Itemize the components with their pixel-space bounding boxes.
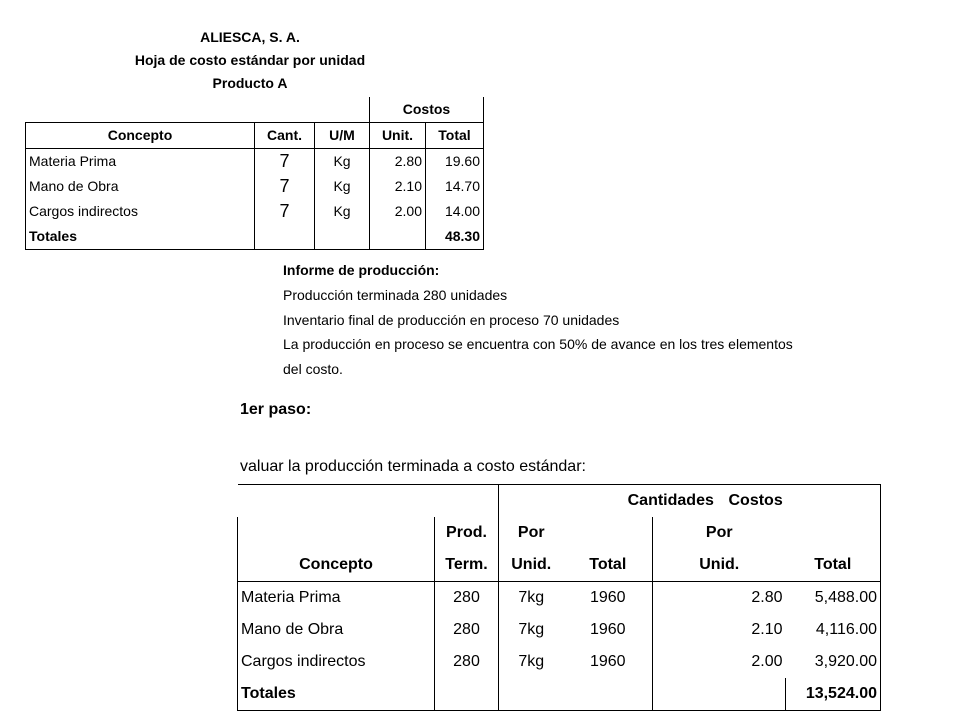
table-row bbox=[26, 149, 484, 175]
col-header-qty-per-line2: Unid. bbox=[499, 549, 564, 582]
totals-value: 13,524.00 bbox=[786, 678, 881, 711]
cell-per-unit: 7kg bbox=[518, 653, 545, 670]
cell-concept: Materia Prima bbox=[238, 582, 435, 615]
totals-row bbox=[238, 678, 881, 711]
totals-value: 48.30 bbox=[426, 224, 484, 250]
cell-prod: 280 bbox=[435, 646, 499, 678]
cell-per-unit: 7kg bbox=[518, 621, 545, 638]
cell-unit: Kg bbox=[315, 174, 370, 199]
cell-unit: Kg bbox=[315, 149, 370, 175]
col-header-prod-line2: Term. bbox=[435, 549, 499, 582]
col-header-concept: Concepto bbox=[26, 123, 255, 149]
cell-unit-cost: 2.00 bbox=[370, 199, 426, 224]
col-header-cost-per-line1: Por bbox=[705, 524, 733, 541]
table-row bbox=[238, 614, 881, 646]
report-title: Informe de producción: bbox=[283, 262, 440, 278]
standard-cost-table bbox=[25, 97, 484, 250]
totals-label: Totales bbox=[238, 678, 435, 711]
cell-prod: 280 bbox=[435, 582, 499, 615]
cell-prod: 280 bbox=[435, 614, 499, 646]
step-description: valuar la producción terminada a costo estándar: bbox=[240, 458, 586, 475]
col-header-cost-total: Total bbox=[786, 549, 881, 582]
costs-group-header: Costos bbox=[786, 485, 881, 518]
report-line: del costo. bbox=[283, 361, 343, 377]
cell-cost-total: 3,920.00 bbox=[786, 646, 881, 678]
company-name: ALIESCA, S. A. bbox=[200, 29, 300, 45]
cell-qty: 7 bbox=[255, 199, 315, 224]
cell-concept: Materia Prima bbox=[26, 149, 255, 175]
table-row bbox=[26, 199, 484, 224]
cell-total: 19.60 bbox=[426, 149, 484, 175]
report-line: La producción en proceso se encuentra con 50% de avance en los tres elementos bbox=[283, 336, 793, 352]
report-line: Inventario final de producción en proceso 70 unidades bbox=[283, 312, 620, 328]
cell-qty: 7 bbox=[255, 149, 315, 175]
col-header-total: Total bbox=[426, 123, 484, 149]
cell-qty: 7 bbox=[255, 174, 315, 199]
quantities-group-header: Cantidades bbox=[499, 485, 786, 518]
col-header-qty: Cant. bbox=[255, 123, 315, 149]
cell-qty-total: 1960 bbox=[564, 646, 653, 678]
costs-group-header: Costos bbox=[370, 97, 484, 123]
cell-qty-total: 1960 bbox=[564, 582, 653, 615]
col-header-qty-total: Total bbox=[564, 549, 653, 582]
col-header-unit-cost: Unit. bbox=[370, 123, 426, 149]
cell-per-unit: 7kg bbox=[518, 589, 545, 606]
cell-cost-unit: 2.00 bbox=[751, 653, 783, 670]
col-header-unit: U/M bbox=[315, 123, 370, 149]
report-line: Producción terminada 280 unidades bbox=[283, 287, 508, 303]
col-header-prod-line1: Prod. bbox=[435, 517, 499, 549]
step-title: 1er paso: bbox=[240, 401, 312, 418]
totals-row bbox=[26, 224, 484, 250]
col-header-cost-per-line2: Unid. bbox=[653, 549, 786, 582]
cell-concept: Cargos indirectos bbox=[26, 199, 255, 224]
cell-cost-unit: 2.10 bbox=[751, 621, 783, 638]
cell-concept: Mano de Obra bbox=[26, 174, 255, 199]
cell-concept: Cargos indirectos bbox=[238, 646, 435, 678]
table-row bbox=[238, 582, 881, 615]
col-header-qty-per-line1: Por bbox=[517, 524, 545, 541]
cell-qty-total: 1960 bbox=[564, 614, 653, 646]
product-name: Producto A bbox=[212, 75, 288, 91]
cell-total: 14.00 bbox=[426, 199, 484, 224]
cell-unit-cost: 2.80 bbox=[370, 149, 426, 175]
table-row bbox=[26, 174, 484, 199]
cell-cost-unit: 2.80 bbox=[751, 589, 783, 606]
cell-cost-total: 5,488.00 bbox=[786, 582, 881, 615]
totals-label: Totales bbox=[26, 224, 255, 250]
finished-production-table bbox=[237, 484, 881, 711]
cell-total: 14.70 bbox=[426, 174, 484, 199]
col-header-concept: Concepto bbox=[238, 549, 435, 582]
document-title: Hoja de costo estándar por unidad bbox=[134, 52, 366, 68]
cell-concept: Mano de Obra bbox=[238, 614, 435, 646]
cell-unit: Kg bbox=[315, 199, 370, 224]
cell-cost-total: 4,116.00 bbox=[786, 614, 881, 646]
cell-unit-cost: 2.10 bbox=[370, 174, 426, 199]
table-row bbox=[238, 646, 881, 678]
